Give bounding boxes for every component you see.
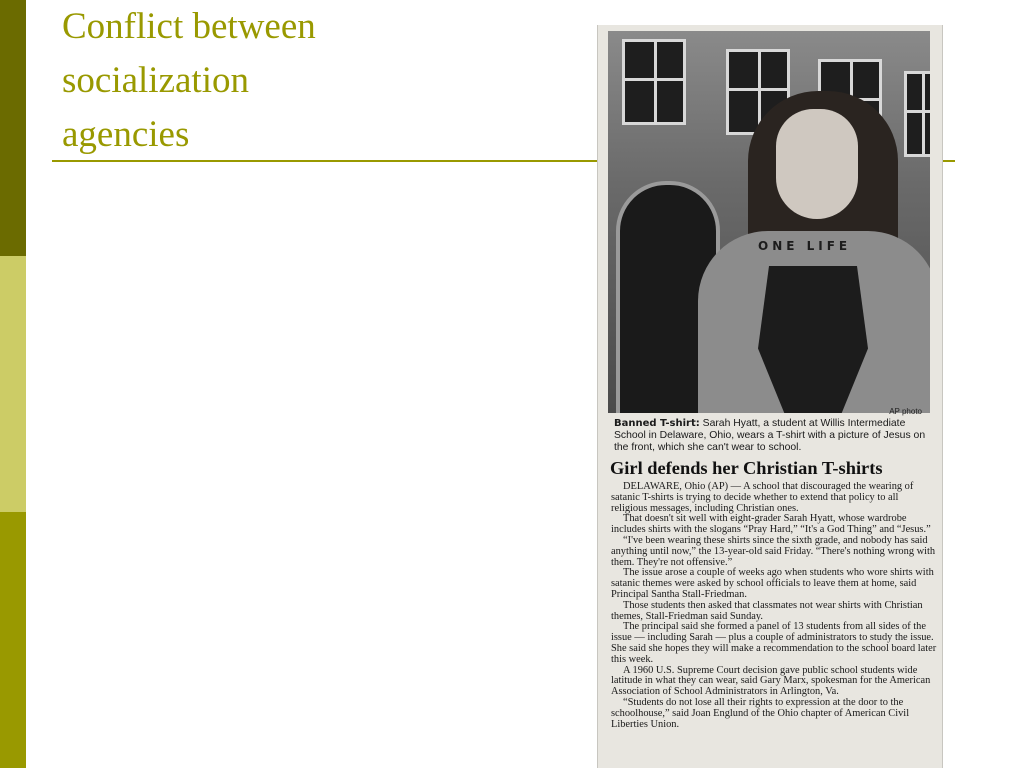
slide-title-line-3: agencies xyxy=(62,114,190,155)
accent-bar-bottom xyxy=(0,512,26,768)
student-face xyxy=(776,109,858,219)
building-window xyxy=(622,39,686,125)
article-body xyxy=(611,482,937,730)
photo-credit: AP photo xyxy=(889,407,922,416)
accent-bar-middle xyxy=(0,256,26,512)
accent-bar-top xyxy=(0,0,26,256)
article-paragraph: DELAWARE, Ohio (AP) — A school that discouraged the wearing of satanic T-shirts is trying to decide whether to extend that policy to all religious messages, including Christian ones. xyxy=(611,481,914,514)
article-paragraph: “Students do not lose all their rights to expression at the door to the schoolhouse,” said Joan Englund of the Ohio chapter of American Civil Liberties Union. xyxy=(611,696,910,730)
article-paragraph: The issue arose a couple of weeks ago when students who wore shirts with satanic themes were asked by school officials to leave them at home, said Principal Santha Stall-Friedman. xyxy=(611,567,934,600)
newspaper-clipping xyxy=(597,25,943,768)
article-paragraph: The principal said she formed a panel of 13 students from all sides of the issue — including Sarah — plus a couple of administrators to study the issue. She said she hopes they will make a recommendation to the school board later this week. xyxy=(611,621,937,665)
article-paragraph: That doesn't sit well with eight-grader Sarah Hyatt, whose wardrobe includes shirts with the slogans “Pray Hard,” “It's a God Thing” and “Jesus.” xyxy=(611,513,931,536)
slide-title-line-1: Conflict between xyxy=(62,6,316,47)
slide-title xyxy=(62,0,316,162)
slide-title-line-2: socialization xyxy=(62,60,249,101)
article-paragraph: A 1960 U.S. Supreme Court decision gave public school students wide latitude in what they can wear, said Gary Marx, spokesman for the American Association of School Administrators in Arlington, Va. xyxy=(611,664,931,698)
news-photo xyxy=(608,31,930,413)
building-window xyxy=(904,71,930,157)
photo-caption xyxy=(614,418,930,454)
article-headline: Girl defends her Christian T-shirts xyxy=(610,458,883,478)
article-paragraph: Those students then asked that classmates not wear shirts with Christian themes, Stall-Friedman said Sunday. xyxy=(611,599,923,622)
caption-label: Banned T-shirt: xyxy=(614,418,700,429)
shirt-slogan: ONE LIFE xyxy=(758,239,852,253)
caption-text: Sarah Hyatt, a student at Willis Intermediate School in Delaware, Ohio, wears a T-shirt with a picture of Jesus on the front, which she can't wear to school. xyxy=(614,418,926,453)
article-paragraph: “I've been wearing these shirts since the sixth grade, and nobody has said anything until now,” the 13-year-old said Friday. “There's nothing wrong with them. They're not offensive.” xyxy=(611,534,936,568)
